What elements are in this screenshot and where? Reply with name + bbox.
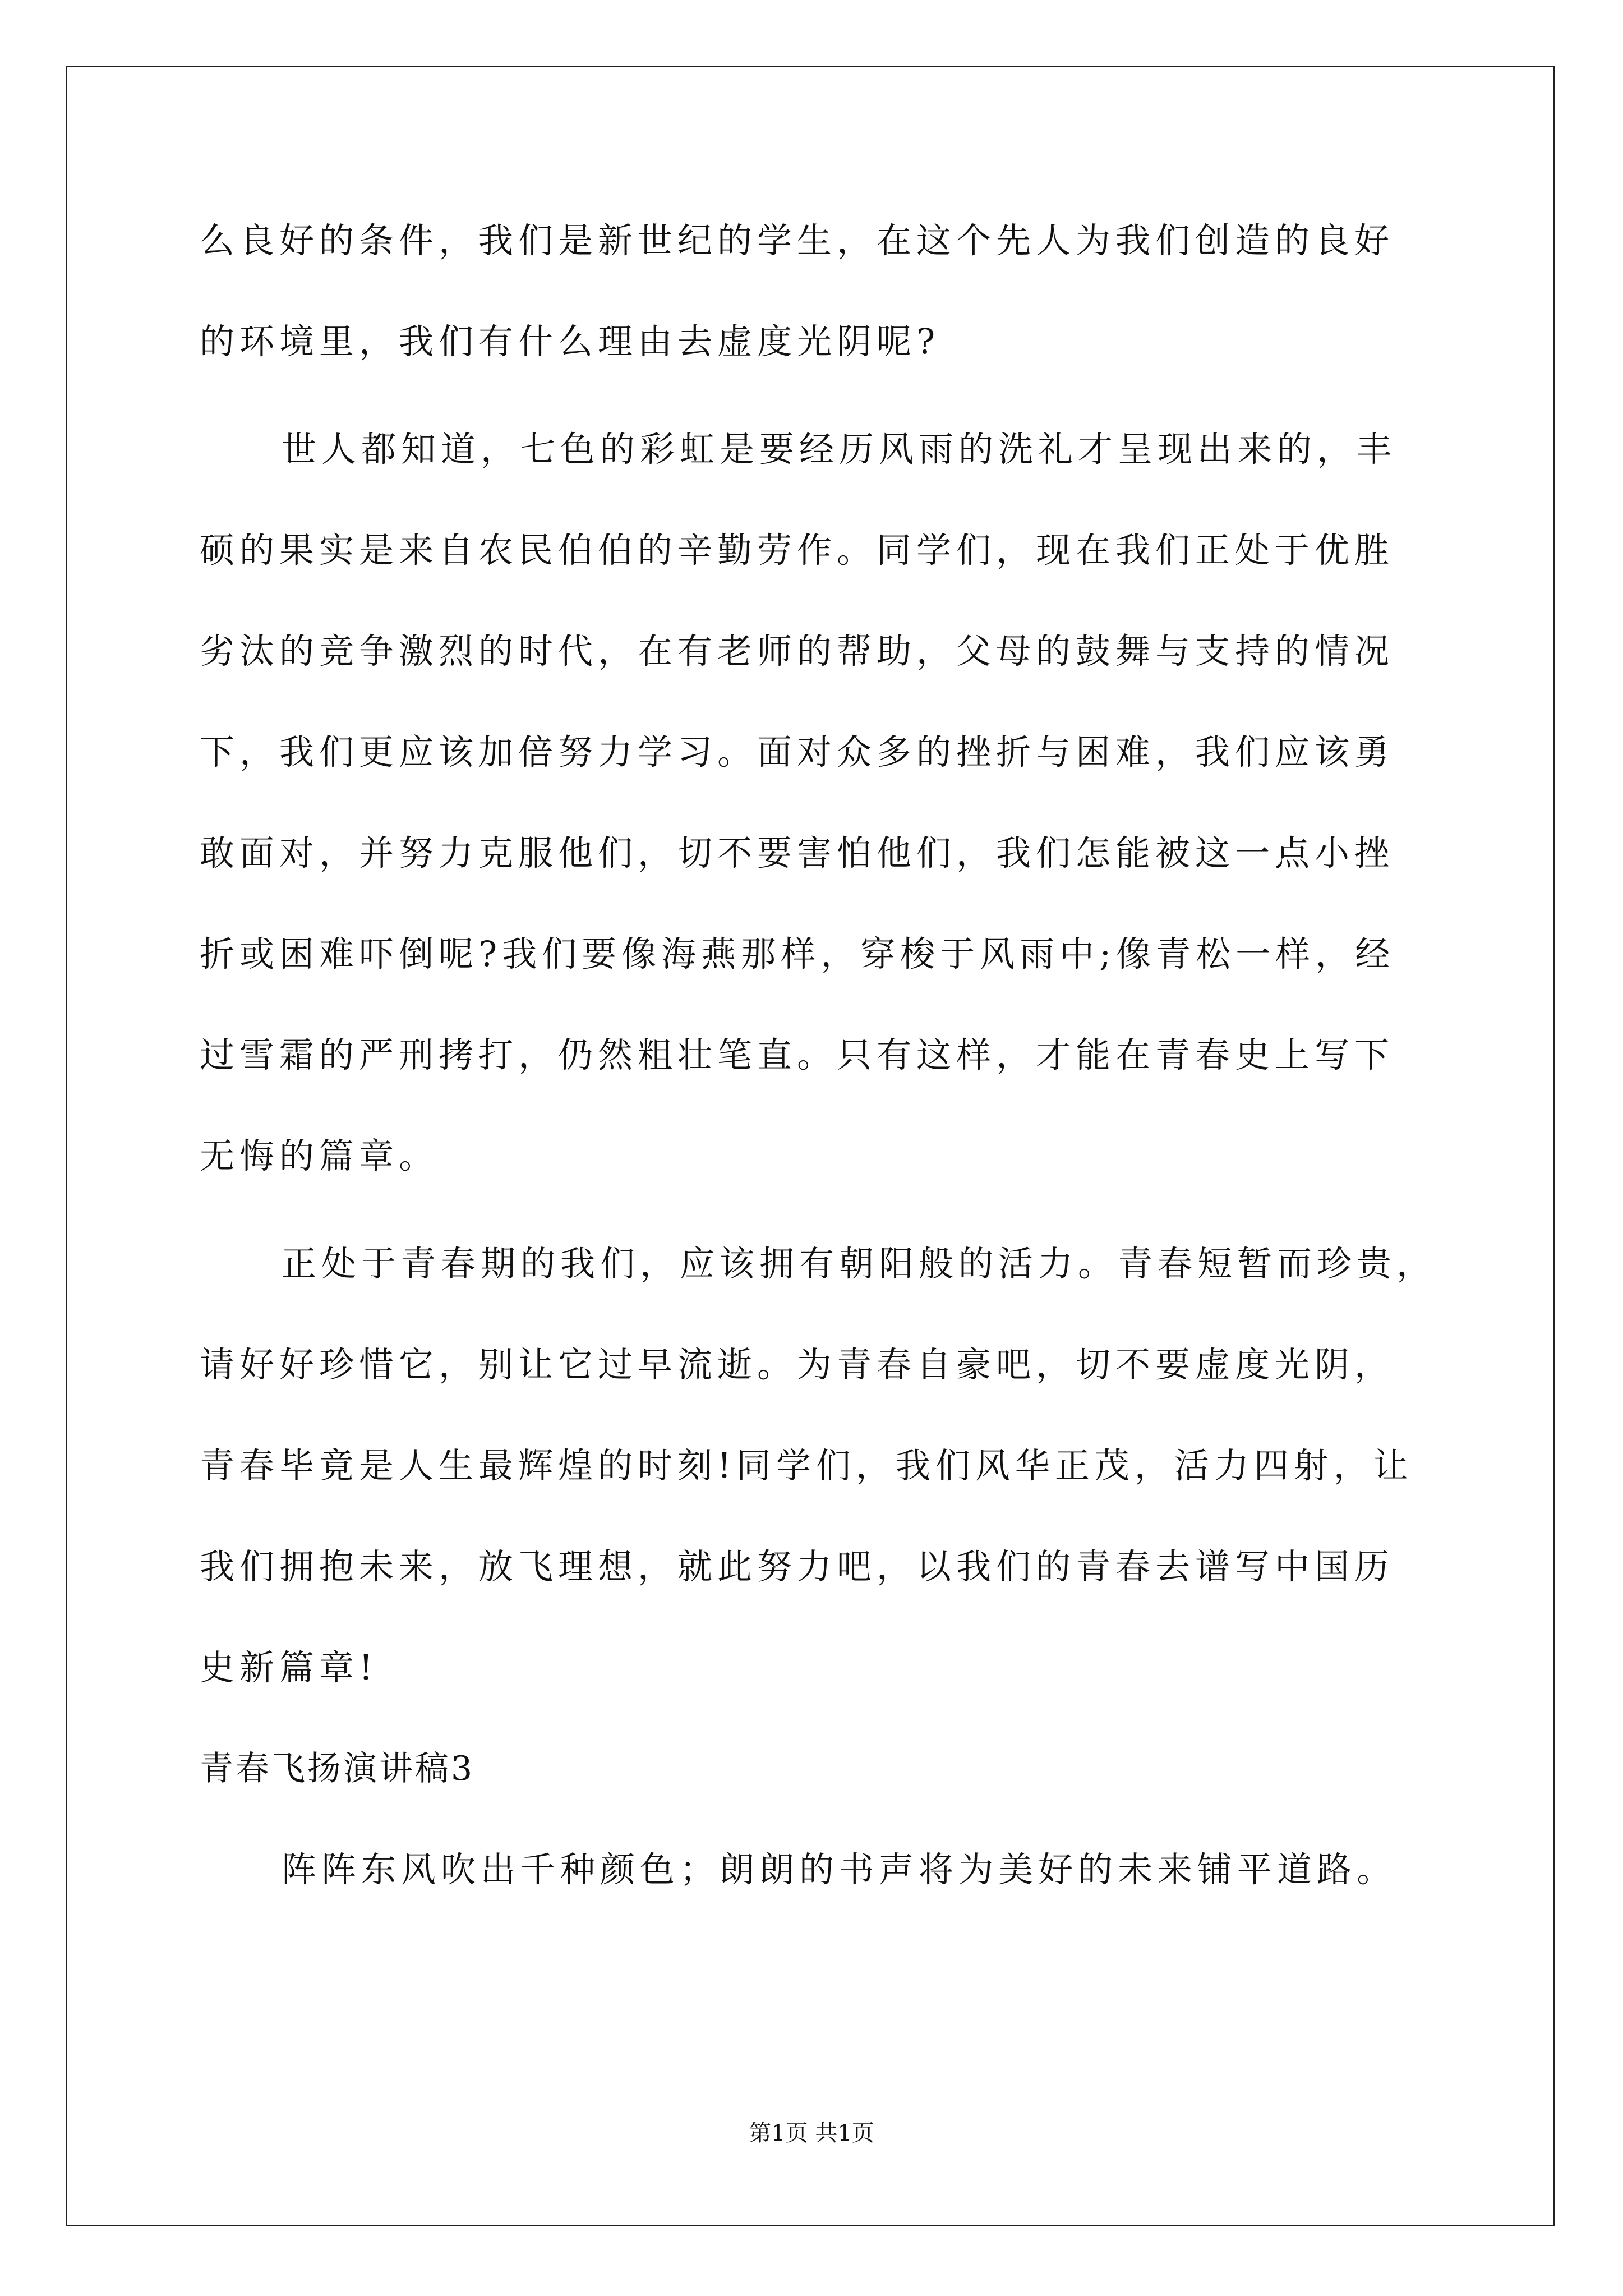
text-line: 我们拥抱未来，放飞理想，就此努力吧，以我们的青春去谱写中国历 — [200, 1546, 1395, 1587]
paragraph-first-line: 正处于青春期的我们，应该拥有朝阳般的活力。青春短暂而珍贵， — [282, 1243, 1437, 1284]
paragraph-first-line: 世人都知道，七色的彩虹是要经历风雨的洗礼才呈现出来的，丰 — [282, 429, 1397, 470]
text-line: 劣汰的竞争激烈的时代，在有老师的帮助，父母的鼓舞与支持的情况 — [200, 631, 1395, 671]
text-line: 下，我们更应该加倍努力学习。面对众多的挫折与困难，我们应该勇 — [200, 731, 1395, 772]
text-line: 折或困难吓倒呢?我们要像海燕那样，穿梭于风雨中;像青松一样，经 — [200, 933, 1395, 974]
text-line: 请好好珍惜它，别让它过早流逝。为青春自豪吧，切不要虚度光阴， — [200, 1344, 1395, 1385]
document-body — [200, 213, 1437, 1897]
text-line: 史新篇章! — [200, 1647, 378, 1688]
text-line: 硕的果实是来自农民伯伯的辛勤劳作。同学们，现在我们正处于优胜 — [200, 530, 1395, 570]
page-footer: 第1页 共1页 — [749, 2120, 874, 2146]
text-line: 无悔的篇章。 — [200, 1135, 439, 1176]
text-line: 过雪霜的严刑拷打，仍然粗壮笔直。只有这样，才能在青春史上写下 — [200, 1034, 1395, 1075]
paragraph-first-line: 阵阵东风吹出千种颜色；朗朗的书声将为美好的未来铺平道路。 — [282, 1849, 1397, 1890]
section-heading: 青春飞扬演讲稿3 — [200, 1749, 475, 1788]
text-line: 青春毕竟是人生最辉煌的时刻!同学们，我们风华正茂，活力四射，让 — [200, 1445, 1413, 1486]
text-line: 么良好的条件，我们是新世纪的学生，在这个先人为我们创造的良好 — [200, 220, 1395, 261]
text-line: 的环境里，我们有什么理由去虚度光阴呢? — [200, 321, 940, 362]
text-line: 敢面对，并努力克服他们，切不要害怕他们，我们怎能被这一点小挫 — [200, 832, 1395, 873]
